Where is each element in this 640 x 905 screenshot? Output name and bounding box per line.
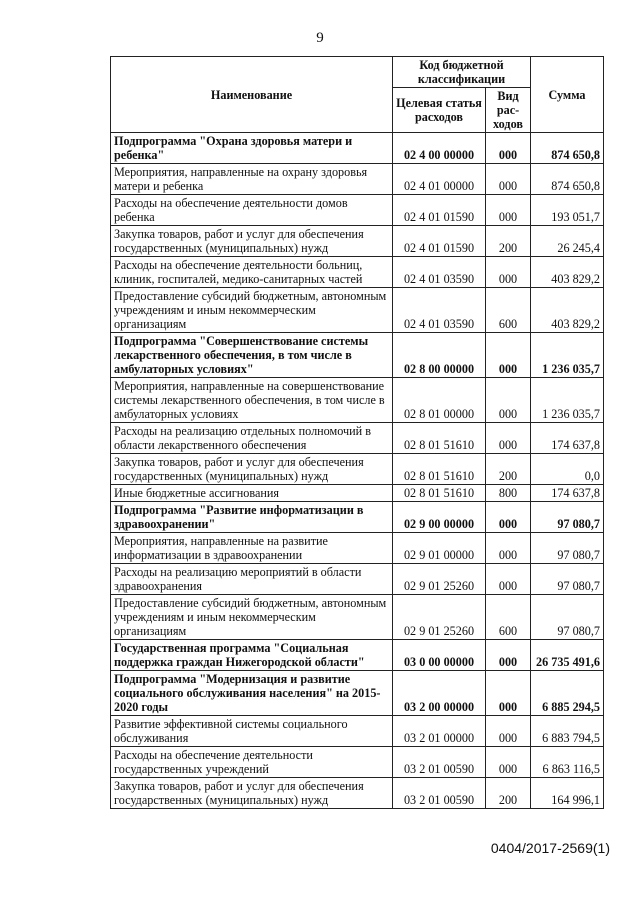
row-kind: 200 bbox=[486, 226, 531, 257]
row-code: 02 8 01 51610 bbox=[393, 485, 486, 502]
row-sum: 193 051,7 bbox=[531, 195, 604, 226]
row-sum: 1 236 035,7 bbox=[531, 333, 604, 378]
row-name: Расходы на реализацию мероприятий в области здравоохранения bbox=[111, 564, 393, 595]
row-code: 02 9 00 00000 bbox=[393, 502, 486, 533]
table-row bbox=[111, 257, 604, 288]
row-kind: 000 bbox=[486, 378, 531, 423]
table-row bbox=[111, 564, 604, 595]
row-sum: 97 080,7 bbox=[531, 564, 604, 595]
row-name: Расходы на реализацию отдельных полномочий в области лекарственного обеспечения bbox=[111, 423, 393, 454]
table-row bbox=[111, 485, 604, 502]
row-sum: 1 236 035,7 bbox=[531, 378, 604, 423]
row-sum: 174 637,8 bbox=[531, 423, 604, 454]
row-name: Мероприятия, направленные на совершенствование системы лекарственного обеспечения, в том числе в амбулаторных условиях bbox=[111, 378, 393, 423]
row-name: Подпрограмма "Модернизация и развитие социального обслуживания населения" на 2015-2020 годы bbox=[111, 671, 393, 716]
table-row bbox=[111, 747, 604, 778]
page-number: 9 bbox=[316, 30, 324, 46]
row-kind: 000 bbox=[486, 164, 531, 195]
table-row bbox=[111, 716, 604, 747]
row-name: Закупка товаров, работ и услуг для обеспечения государственных (муниципальных) нужд bbox=[111, 454, 393, 485]
row-code: 02 8 00 00000 bbox=[393, 333, 486, 378]
row-name: Закупка товаров, работ и услуг для обеспечения государственных (муниципальных) нужд bbox=[111, 226, 393, 257]
row-name: Государственная программа "Социальная поддержка граждан Нижегородской области" bbox=[111, 640, 393, 671]
table-row bbox=[111, 595, 604, 640]
table-row bbox=[111, 423, 604, 454]
row-name: Предоставление субсидий бюджетным, автономным учреждениям и иным некоммерческим организациям bbox=[111, 595, 393, 640]
row-sum: 874 650,8 bbox=[531, 164, 604, 195]
row-name: Иные бюджетные ассигнования bbox=[111, 485, 393, 502]
row-code: 02 8 01 00000 bbox=[393, 378, 486, 423]
table-row bbox=[111, 333, 604, 378]
row-sum: 874 650,8 bbox=[531, 133, 604, 164]
row-sum: 0,0 bbox=[531, 454, 604, 485]
row-kind: 000 bbox=[486, 195, 531, 226]
table-row bbox=[111, 226, 604, 257]
row-kind: 000 bbox=[486, 564, 531, 595]
row-sum: 26 245,4 bbox=[531, 226, 604, 257]
row-code: 03 2 01 00590 bbox=[393, 747, 486, 778]
row-kind: 000 bbox=[486, 502, 531, 533]
row-name: Мероприятия, направленные на охрану здоровья матери и ребенка bbox=[111, 164, 393, 195]
row-code: 03 2 01 00590 bbox=[393, 778, 486, 809]
table-row bbox=[111, 671, 604, 716]
row-name: Закупка товаров, работ и услуг для обеспечения государственных (муниципальных) нужд bbox=[111, 778, 393, 809]
row-code: 02 4 01 01590 bbox=[393, 195, 486, 226]
row-kind: 000 bbox=[486, 716, 531, 747]
row-sum: 6 883 794,5 bbox=[531, 716, 604, 747]
table-body bbox=[111, 133, 604, 809]
row-code: 02 9 01 25260 bbox=[393, 595, 486, 640]
row-kind: 000 bbox=[486, 333, 531, 378]
row-sum: 97 080,7 bbox=[531, 502, 604, 533]
table-header bbox=[111, 57, 604, 133]
row-kind: 800 bbox=[486, 485, 531, 502]
row-sum: 6 863 116,5 bbox=[531, 747, 604, 778]
table-row bbox=[111, 133, 604, 164]
row-kind: 000 bbox=[486, 133, 531, 164]
table-row bbox=[111, 288, 604, 333]
table-row bbox=[111, 454, 604, 485]
row-code: 02 4 01 01590 bbox=[393, 226, 486, 257]
row-kind: 000 bbox=[486, 640, 531, 671]
row-code: 02 4 01 00000 bbox=[393, 164, 486, 195]
row-sum: 174 637,8 bbox=[531, 485, 604, 502]
row-code: 03 2 00 00000 bbox=[393, 671, 486, 716]
row-name: Подпрограмма "Развитие информатизации в здравоохранении" bbox=[111, 502, 393, 533]
row-name: Расходы на обеспечение деятельности государственных учреждений bbox=[111, 747, 393, 778]
row-code: 02 4 00 00000 bbox=[393, 133, 486, 164]
table-row bbox=[111, 164, 604, 195]
row-code: 02 9 01 00000 bbox=[393, 533, 486, 564]
row-code: 02 8 01 51610 bbox=[393, 454, 486, 485]
table-row bbox=[111, 195, 604, 226]
row-kind: 600 bbox=[486, 288, 531, 333]
row-name: Развитие эффективной системы социального обслуживания bbox=[111, 716, 393, 747]
row-kind: 000 bbox=[486, 747, 531, 778]
row-name: Расходы на обеспечение деятельности домов ребенка bbox=[111, 195, 393, 226]
row-kind: 000 bbox=[486, 423, 531, 454]
header-target-article: Целевая статья расходов bbox=[393, 88, 486, 133]
row-sum: 403 829,2 bbox=[531, 257, 604, 288]
row-sum: 164 996,1 bbox=[531, 778, 604, 809]
row-sum: 26 735 491,6 bbox=[531, 640, 604, 671]
row-code: 02 8 01 51610 bbox=[393, 423, 486, 454]
table-row bbox=[111, 778, 604, 809]
table-row bbox=[111, 378, 604, 423]
header-code-group: Код бюджетной классификации bbox=[393, 57, 531, 88]
row-code: 02 4 01 03590 bbox=[393, 257, 486, 288]
table-row bbox=[111, 640, 604, 671]
row-kind: 000 bbox=[486, 671, 531, 716]
row-sum: 97 080,7 bbox=[531, 595, 604, 640]
row-name: Предоставление субсидий бюджетным, автономным учреждениям и иным некоммерческим организациям bbox=[111, 288, 393, 333]
row-code: 03 2 01 00000 bbox=[393, 716, 486, 747]
row-name: Расходы на обеспечение деятельности больниц, клиник, госпиталей, медико-санитарных частей bbox=[111, 257, 393, 288]
header-amount: Сумма bbox=[531, 57, 604, 133]
header-name: Наименование bbox=[111, 57, 393, 133]
row-kind: 600 bbox=[486, 595, 531, 640]
row-sum: 403 829,2 bbox=[531, 288, 604, 333]
row-sum: 6 885 294,5 bbox=[531, 671, 604, 716]
row-kind: 200 bbox=[486, 454, 531, 485]
row-name: Мероприятия, направленные на развитие информатизации в здравоохранении bbox=[111, 533, 393, 564]
row-kind: 200 bbox=[486, 778, 531, 809]
row-code: 02 9 01 25260 bbox=[393, 564, 486, 595]
table-row bbox=[111, 533, 604, 564]
row-kind: 000 bbox=[486, 533, 531, 564]
row-code: 02 4 01 03590 bbox=[393, 288, 486, 333]
table-row bbox=[111, 502, 604, 533]
header-expense-type: Вид рас-ходов bbox=[486, 88, 531, 133]
row-name: Подпрограмма "Совершенствование системы лекарственного обеспечения, в том числе в амбулаторных условиях" bbox=[111, 333, 393, 378]
row-sum: 97 080,7 bbox=[531, 533, 604, 564]
row-kind: 000 bbox=[486, 257, 531, 288]
budget-table bbox=[110, 56, 604, 809]
row-code: 03 0 00 00000 bbox=[393, 640, 486, 671]
document-code: 0404/2017-2569(1) bbox=[490, 840, 610, 856]
row-name: Подпрограмма "Охрана здоровья матери и ребенка" bbox=[111, 133, 393, 164]
